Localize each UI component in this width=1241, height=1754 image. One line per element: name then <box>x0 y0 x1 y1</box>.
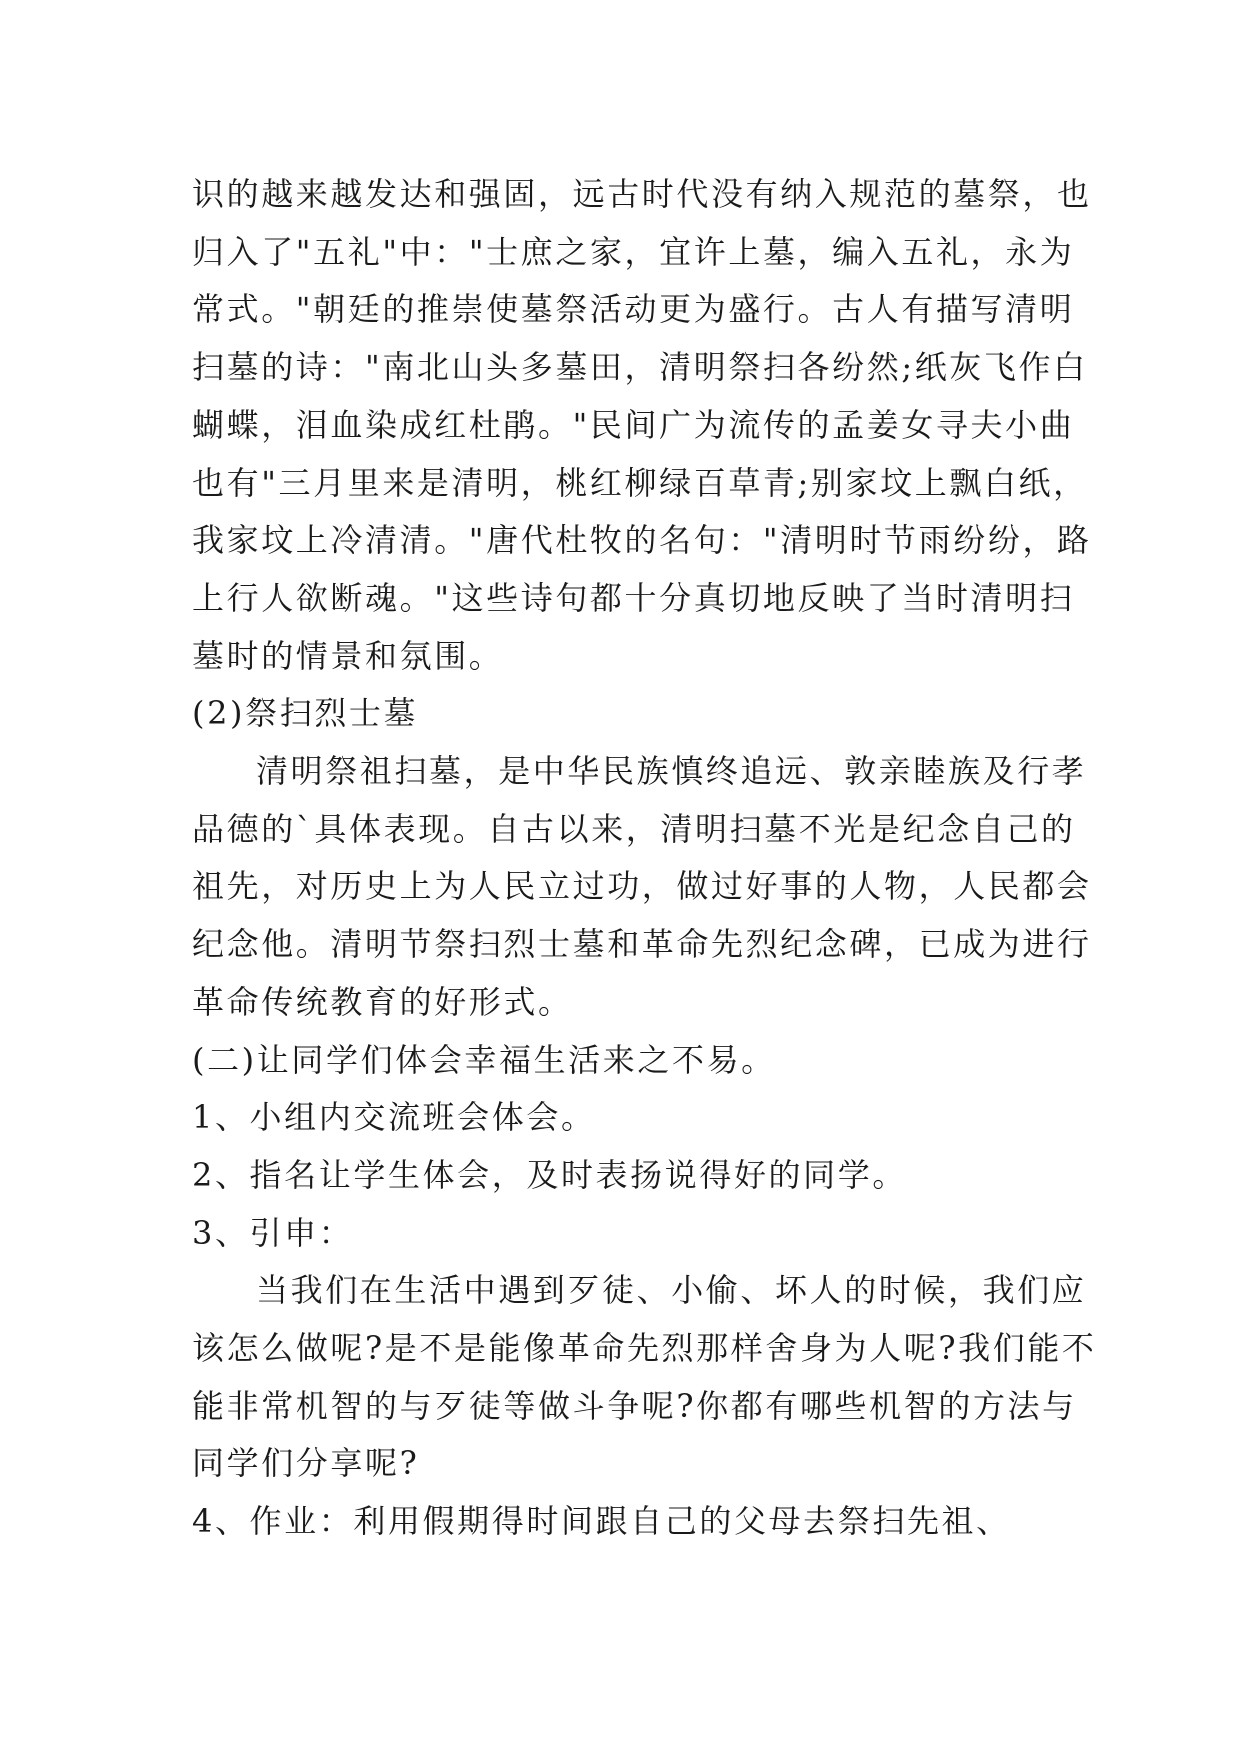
section-heading-happy-life <box>192 1032 1072 1090</box>
text-line: 扫墓的诗："南北山头多墓田，清明祭扫各纷然;纸灰飞作白 <box>192 348 1088 387</box>
document-body <box>192 166 1097 1551</box>
text-line: 也有"三月里来是清明，桃红柳绿百草青;别家坟上飘白纸， <box>192 463 1088 502</box>
list-item-text: 1、小组内交流班会体会。 <box>192 1098 596 1137</box>
text-line: 我家坟上冷清清。"唐代杜牧的名句："清明时节雨纷纷，路 <box>192 521 1092 560</box>
list-item-2 <box>192 1147 1072 1205</box>
text-line: 品德的`具体表现。自古以来，清明扫墓不光是纪念自己的 <box>192 809 1076 848</box>
paragraph-tomb-sweeping-history <box>192 166 1092 685</box>
text-line: 常式。"朝廷的推崇使墓祭活动更为盛行。古人有描写清明 <box>192 290 1075 329</box>
subheading-martyrs-tomb <box>192 685 1072 743</box>
text-line: 该怎么做呢?是不是能像革命先烈那样舍身为人呢?我们能不 <box>192 1329 1097 1368</box>
text-line: 革命传统教育的好形式。 <box>192 982 573 1021</box>
text-line: 同学们分享呢? <box>192 1444 420 1483</box>
text-line: 归入了"五礼"中："士庶之家，宜许上墓，编入五礼，永为 <box>192 232 1075 271</box>
text-line: 清明祭祖扫墓，是中华民族慎终追远、敦亲睦族及行孝 <box>256 752 1087 791</box>
section-heading-text: (二)让同学们体会幸福生活来之不易。 <box>192 1040 776 1079</box>
text-line: 祖先，对历史上为人民立过功，做过好事的人物，人民都会 <box>192 867 1092 906</box>
list-item-4 <box>192 1493 1072 1551</box>
text-line: 当我们在生活中遇到歹徒、小偷、坏人的时候，我们应 <box>256 1271 1087 1310</box>
list-item-1 <box>192 1089 1072 1147</box>
list-item-text: 2、指名让学生体会，及时表扬说得好的同学。 <box>192 1155 907 1194</box>
text-line: 上行人欲断魂。"这些诗句都十分真切地反映了当时清明扫 <box>192 578 1075 617</box>
list-item-text: 4、作业：利用假期得时间跟自己的父母去祭扫先祖、 <box>192 1502 1011 1541</box>
subheading-text: (2)祭扫烈士墓 <box>192 694 419 733</box>
paragraph-extension <box>192 1262 1097 1493</box>
list-item-text: 3、引申： <box>192 1213 354 1252</box>
list-item-3 <box>192 1205 1072 1263</box>
text-line: 识的越来越发达和强固，远古时代没有纳入规范的墓祭，也 <box>192 175 1092 213</box>
text-line: 能非常机智的与歹徒等做斗争呢?你都有哪些机智的方法与 <box>192 1386 1077 1425</box>
text-line: 纪念他。清明节祭扫烈士墓和革命先烈纪念碑，已成为进行 <box>192 925 1092 964</box>
text-line: 墓时的情景和氛围。 <box>192 636 504 675</box>
paragraph-martyrs-tomb <box>192 743 1092 1032</box>
text-line: 蝴蝶，泪血染成红杜鹃。"民间广为流传的孟姜女寻夫小曲 <box>192 405 1075 444</box>
